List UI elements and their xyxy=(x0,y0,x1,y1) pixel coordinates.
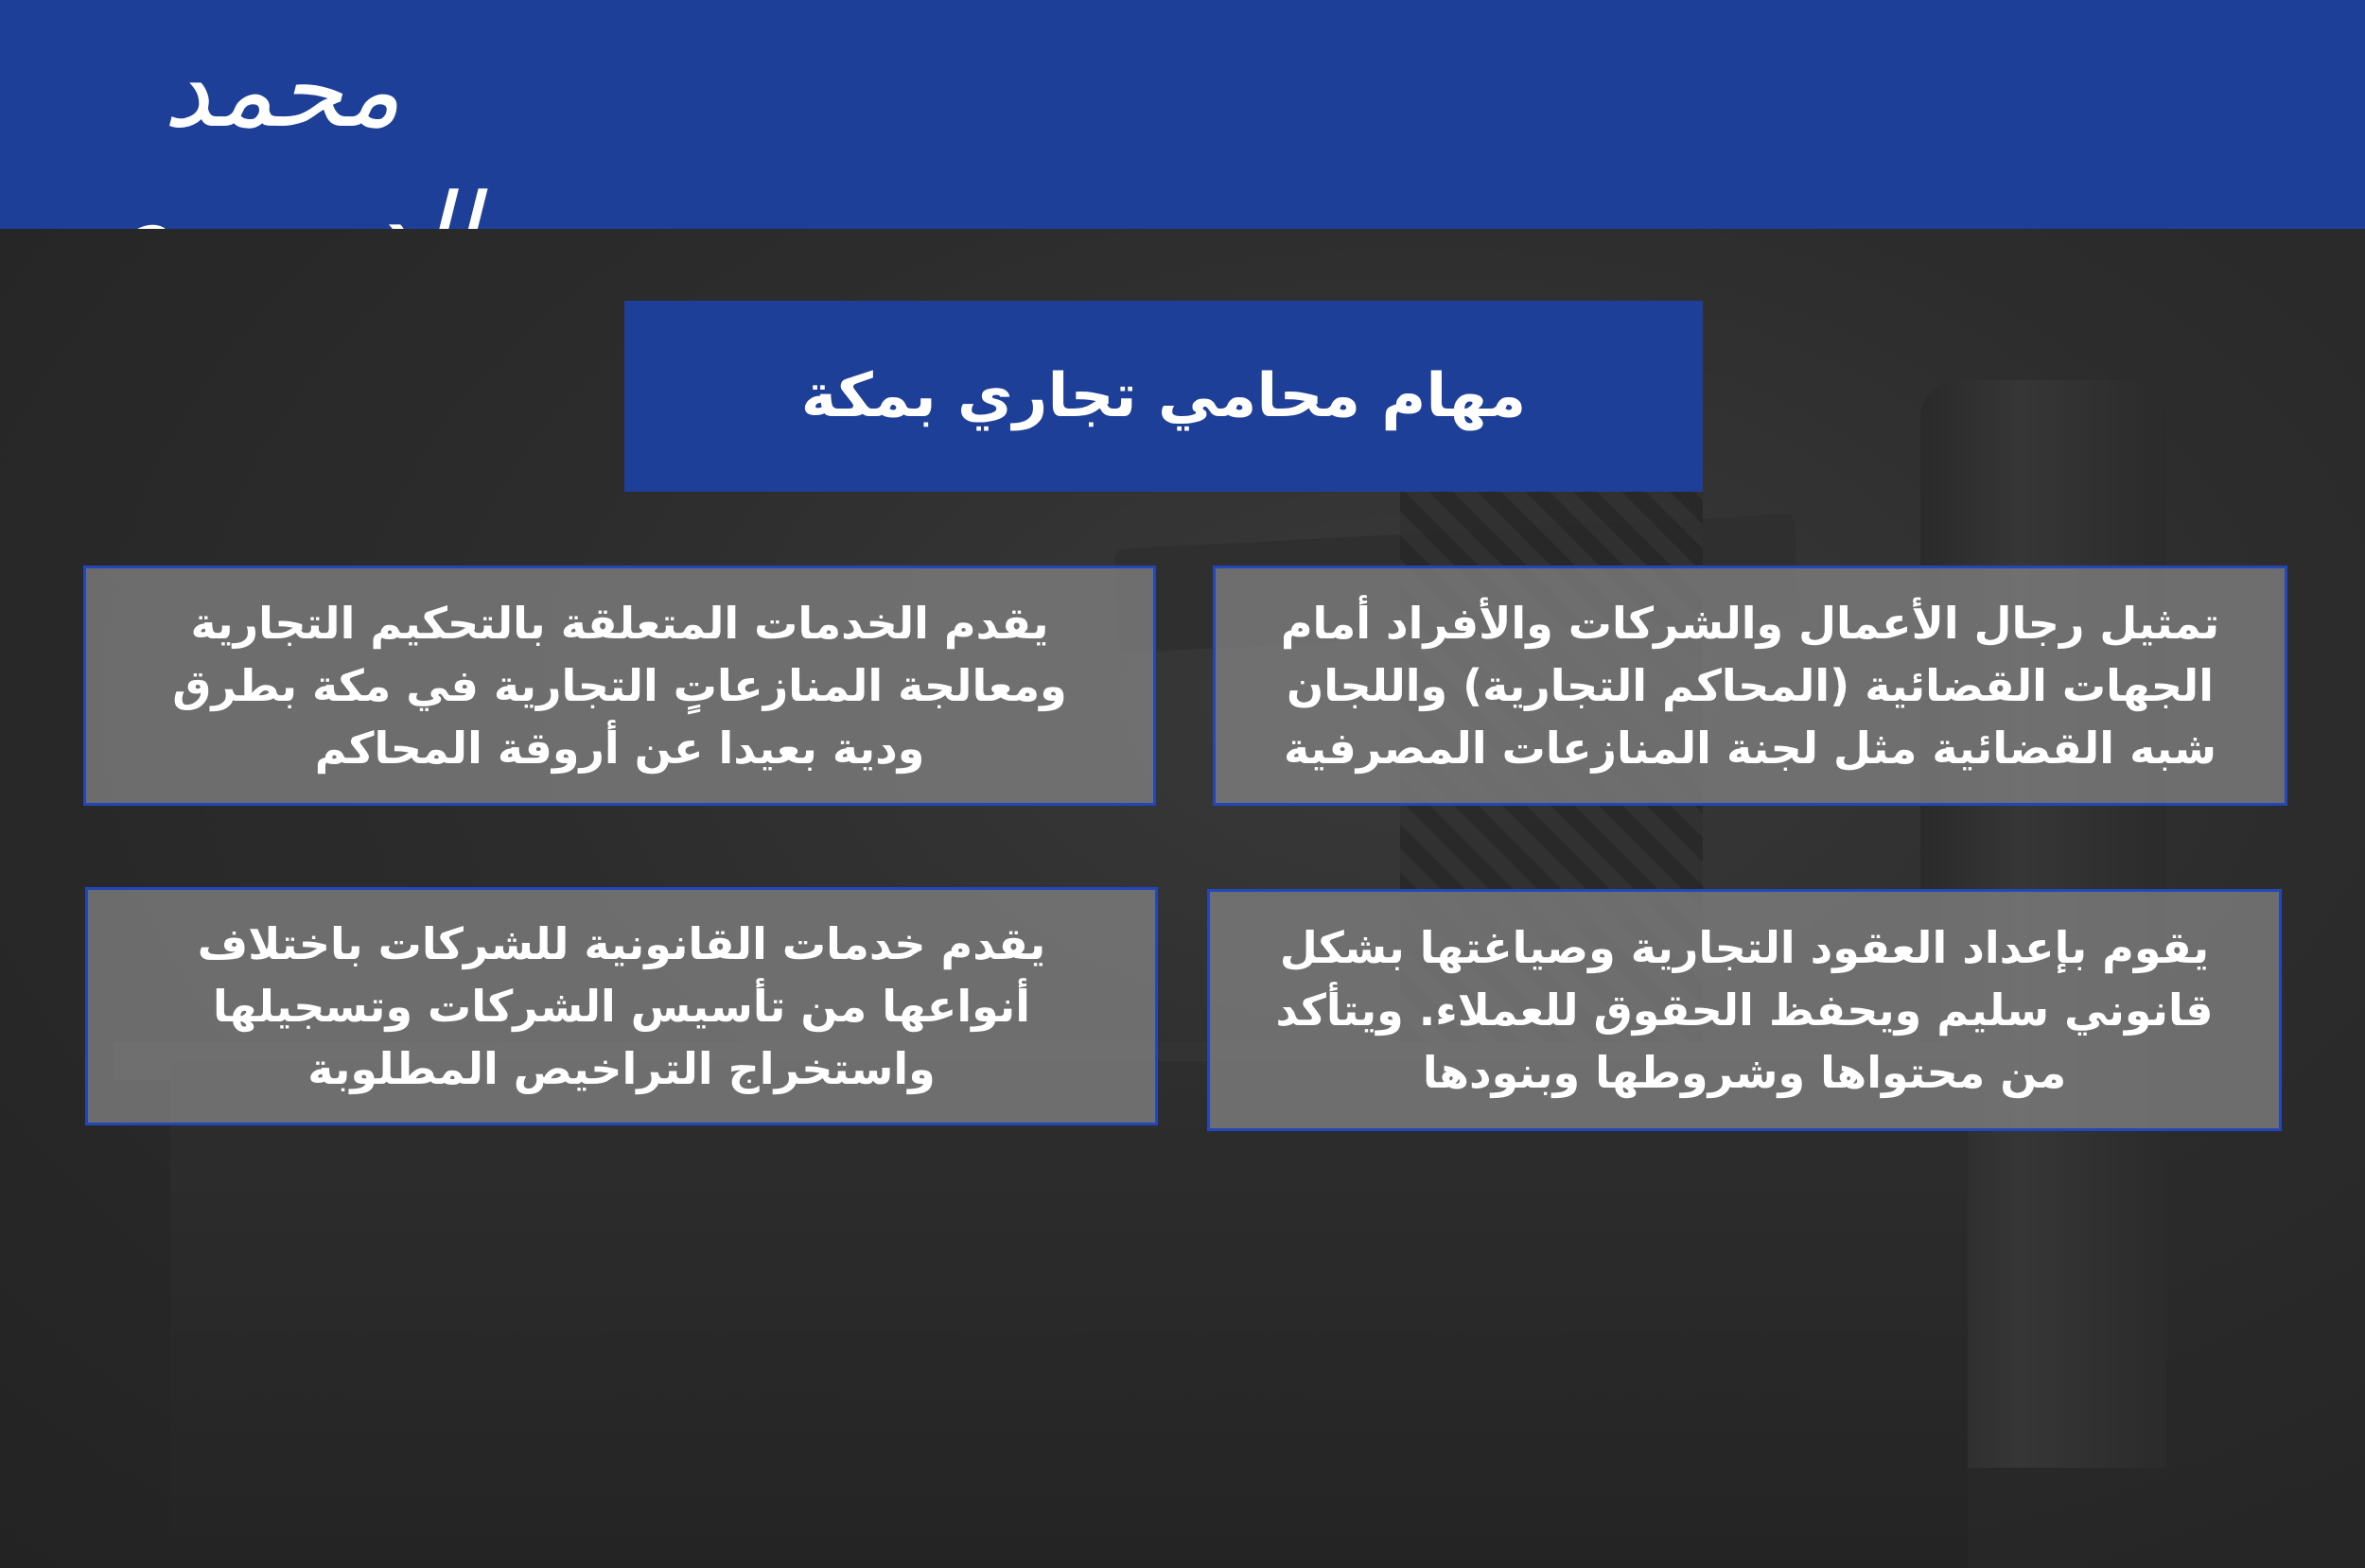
header-bar xyxy=(0,0,2365,229)
task-card-text: يقوم بإعداد العقود التجارية وصياغتها بشكل قانوني سليم ويحفظ الحقوق للعملاء. ويتأكد من محتواها وشروطها وبنودها xyxy=(1275,922,2214,1098)
page-title: مهام محامي تجاري بمكة xyxy=(624,301,1703,492)
background-desk xyxy=(170,1061,1968,1568)
task-card-contracts xyxy=(1207,889,2282,1131)
task-card-text: يقدم خدمات القانونية للشركات باختلاف أنواعها من تأسيس الشركات وتسجيلها واستخراج التراخيص المطلوبة xyxy=(197,918,1046,1094)
task-card-text: تمثيل رجال الأعمال والشركات والأفراد أمام الجهات القضائية (المحاكم التجارية) واللجان شبه القضائية مثل لجنة المنازعات المصرفية xyxy=(1280,598,2220,774)
task-card-representation xyxy=(1213,566,2287,806)
task-card-text: يقدم الخدمات المتعلقة بالتحكيم التجارية ومعالجة المنازعاتٍ التجارية في مكة بطرق ودية بعيدا عن أروقة المحاكم xyxy=(172,598,1067,774)
task-card-arbitration xyxy=(83,566,1156,806)
task-card-corporate-services xyxy=(85,887,1158,1125)
brand-logo[interactable] xyxy=(36,19,528,218)
logo-arabic-text: محمد xyxy=(163,29,401,150)
